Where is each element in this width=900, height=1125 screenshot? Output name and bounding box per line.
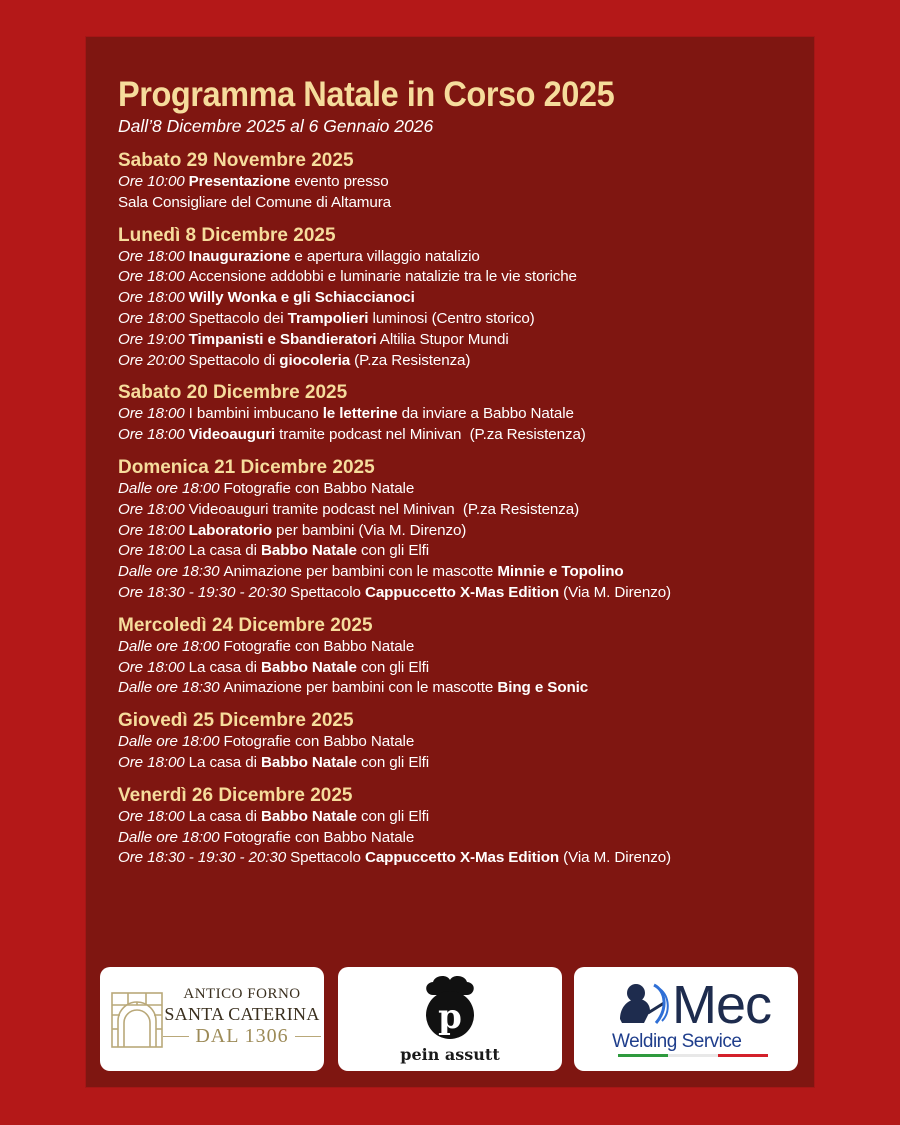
welder-icon xyxy=(614,979,670,1029)
event-highlight: Willy Wonka e gli Schiaccianoci xyxy=(188,289,415,307)
day-block xyxy=(118,709,794,774)
event-time: Ore 18:00 xyxy=(118,753,185,771)
day-title: Lunedì 8 Dicembre 2025 xyxy=(118,224,336,246)
svg-text:p: p xyxy=(438,997,462,1037)
event-highlight: Babbo Natale xyxy=(261,658,357,676)
event-line xyxy=(118,637,794,658)
event-text: (Via M. Direnzo) xyxy=(559,849,672,867)
forno-line3: DAL 1306 xyxy=(195,1025,289,1047)
event-text: Fotografie con Babbo Natale xyxy=(223,733,415,751)
event-text: con gli Elfi xyxy=(356,753,430,771)
event-time: Ore 18:00 xyxy=(118,247,185,265)
event-text: La casa di xyxy=(188,658,262,676)
day-block xyxy=(118,149,794,214)
event-highlight: Cappuccetto X-Mas Edition xyxy=(364,849,560,867)
event-line xyxy=(118,351,794,372)
event-line xyxy=(118,309,794,330)
day-title: Mercoledì 24 Dicembre 2025 xyxy=(118,614,373,636)
event-text: Animazione per bambini con le mascotte xyxy=(223,679,498,697)
forno-rule-left xyxy=(163,1036,189,1037)
event-text: La casa di xyxy=(188,542,262,560)
event-line xyxy=(118,541,794,562)
forno-rule-right xyxy=(295,1036,321,1037)
event-text: e apertura villaggio natalizio xyxy=(290,247,480,265)
event-line xyxy=(118,753,794,774)
event-text: per bambini (Via M. Direnzo) xyxy=(271,521,467,539)
event-line xyxy=(118,848,794,869)
event-text: con gli Elfi xyxy=(356,542,430,560)
event-line xyxy=(118,247,794,268)
event-text: Spettacolo xyxy=(290,849,365,867)
italian-flag-bar xyxy=(618,1054,768,1057)
page-title: Programma Natale in Corso 2025 xyxy=(118,75,615,114)
event-line xyxy=(118,678,794,699)
event-line xyxy=(118,172,794,193)
event-text: evento presso xyxy=(290,173,389,190)
event-time: Ore 18:00 xyxy=(118,658,185,676)
event-highlight: Babbo Natale xyxy=(261,807,357,825)
event-time: Ore 18:30 - 19:30 - 20:30 xyxy=(118,849,287,867)
sponsor-antico-forno[interactable] xyxy=(100,967,324,1071)
event-text: La casa di xyxy=(188,753,262,771)
sponsor-logos xyxy=(100,967,800,1071)
day-block xyxy=(118,381,794,446)
page-subtitle: Dall’8 Dicembre 2025 al 6 Gennaio 2026 xyxy=(118,116,434,136)
forno-line2: SANTA CATERINA xyxy=(164,1004,320,1024)
day-title: Domenica 21 Dicembre 2025 xyxy=(118,456,375,478)
event-time: Dalle ore 18:00 xyxy=(118,637,220,655)
event-text: Accensione addobbi e luminarie natalizie tra le vie storiche xyxy=(188,268,577,286)
day-block xyxy=(118,456,794,604)
event-text: Videoauguri tramite podcast nel Minivan (P.za Resistenza) xyxy=(188,500,580,518)
event-line xyxy=(118,193,794,214)
event-highlight: Babbo Natale xyxy=(261,542,357,560)
event-text: con gli Elfi xyxy=(356,658,430,676)
event-text: Altilia Stupor Mundi xyxy=(376,330,509,348)
flag-red xyxy=(718,1054,768,1057)
day-title: Venerdì 26 Dicembre 2025 xyxy=(118,784,353,806)
event-text: luminosi (Centro storico) xyxy=(368,309,535,327)
mec-subtitle: Welding Service xyxy=(612,1031,742,1052)
event-time: Dalle ore 18:00 xyxy=(118,733,220,751)
event-highlight: Laboratorio xyxy=(188,521,272,539)
event-text: Fotografie con Babbo Natale xyxy=(223,637,415,655)
schedule-list xyxy=(118,149,794,869)
event-time: Ore 18:00 xyxy=(118,521,185,539)
event-text: Sala Consigliare del Comune di Altamura xyxy=(118,193,391,211)
event-text: La casa di xyxy=(188,807,262,825)
event-time: Dalle ore 18:00 xyxy=(118,828,220,846)
day-title: Sabato 20 Dicembre 2025 xyxy=(118,382,348,404)
event-line xyxy=(118,521,794,542)
event-line xyxy=(118,330,794,351)
event-text: con gli Elfi xyxy=(356,807,430,825)
event-highlight: Inaugurazione xyxy=(188,247,291,265)
event-line xyxy=(118,658,794,679)
day-block xyxy=(118,224,794,372)
event-text: Fotografie con Babbo Natale xyxy=(223,479,415,497)
program-content xyxy=(118,75,794,869)
event-time: Ore 18:00 xyxy=(118,405,185,423)
event-time: Dalle ore 18:30 xyxy=(118,679,220,697)
event-time: Dalle ore 18:30 xyxy=(118,563,220,581)
event-text: tramite podcast nel Minivan (P.za Resistenza) xyxy=(275,426,586,444)
event-highlight: Babbo Natale xyxy=(261,753,357,771)
event-time: Ore 18:00 xyxy=(118,268,185,286)
event-line xyxy=(118,828,794,849)
event-time: Dalle ore 18:00 xyxy=(118,479,220,497)
event-text: Spettacolo xyxy=(290,583,365,601)
mec-name: Mec xyxy=(672,975,772,1035)
sponsor-mec-welding[interactable] xyxy=(574,967,798,1071)
event-line xyxy=(118,732,794,753)
event-highlight: Trampolieri xyxy=(287,309,369,327)
event-highlight: Bing e Sonic xyxy=(497,679,589,697)
event-line xyxy=(118,288,794,309)
event-line xyxy=(118,267,794,288)
event-line xyxy=(118,404,794,425)
event-time: Ore 19:00 xyxy=(118,330,185,348)
event-time: Ore 18:00 xyxy=(118,807,185,825)
flag-green xyxy=(618,1054,668,1057)
event-time: Ore 18:00 xyxy=(118,426,185,444)
event-highlight: le letterine xyxy=(322,405,398,423)
sponsor-pein-assutt[interactable] xyxy=(338,967,562,1071)
day-title: Giovedì 25 Dicembre 2025 xyxy=(118,710,354,732)
event-highlight: Minnie e Topolino xyxy=(497,563,624,581)
event-time: Ore 18:00 xyxy=(118,500,185,518)
event-time: Ore 20:00 xyxy=(118,351,185,369)
event-line xyxy=(118,807,794,828)
day-block xyxy=(118,784,794,869)
chef-hat-p-icon xyxy=(413,973,487,1047)
flag-white xyxy=(668,1054,718,1057)
event-time: Ore 18:00 xyxy=(118,309,185,327)
oven-arch-icon xyxy=(108,985,168,1055)
event-line xyxy=(118,500,794,521)
event-line xyxy=(118,562,794,583)
forno-text xyxy=(162,985,322,1047)
event-highlight: Timpanisti e Sbandieratori xyxy=(188,330,377,348)
event-text: Spettacolo dei xyxy=(188,309,288,327)
program-panel xyxy=(86,37,814,1087)
event-time: Ore 18:30 - 19:30 - 20:30 xyxy=(118,583,287,601)
event-highlight: giocoleria xyxy=(279,351,351,369)
event-line xyxy=(118,479,794,500)
event-highlight: Videoauguri xyxy=(188,426,276,444)
event-text: (P.za Resistenza) xyxy=(350,351,471,369)
day-block xyxy=(118,614,794,699)
event-text: da inviare a Babbo Natale xyxy=(397,405,574,423)
event-line xyxy=(118,583,794,604)
event-text: Animazione per bambini con le mascotte xyxy=(223,563,498,581)
event-time: Ore 18:00 xyxy=(118,289,185,307)
event-text: I bambini imbucano xyxy=(188,405,323,423)
event-text: Fotografie con Babbo Natale xyxy=(223,828,415,846)
pein-name: pein assutt xyxy=(400,1045,500,1064)
day-title: Sabato 29 Novembre 2025 xyxy=(118,150,354,171)
event-time: Ore 18:00 xyxy=(118,542,185,560)
event-highlight: Presentazione xyxy=(188,173,291,190)
event-line xyxy=(118,425,794,446)
event-text: Spettacolo di xyxy=(188,351,280,369)
event-time: Ore 10:00 xyxy=(118,173,185,190)
forno-line1: ANTICO FORNO xyxy=(183,986,301,1002)
event-text: (Via M. Direnzo) xyxy=(559,583,672,601)
event-highlight: Cappuccetto X-Mas Edition xyxy=(364,583,560,601)
